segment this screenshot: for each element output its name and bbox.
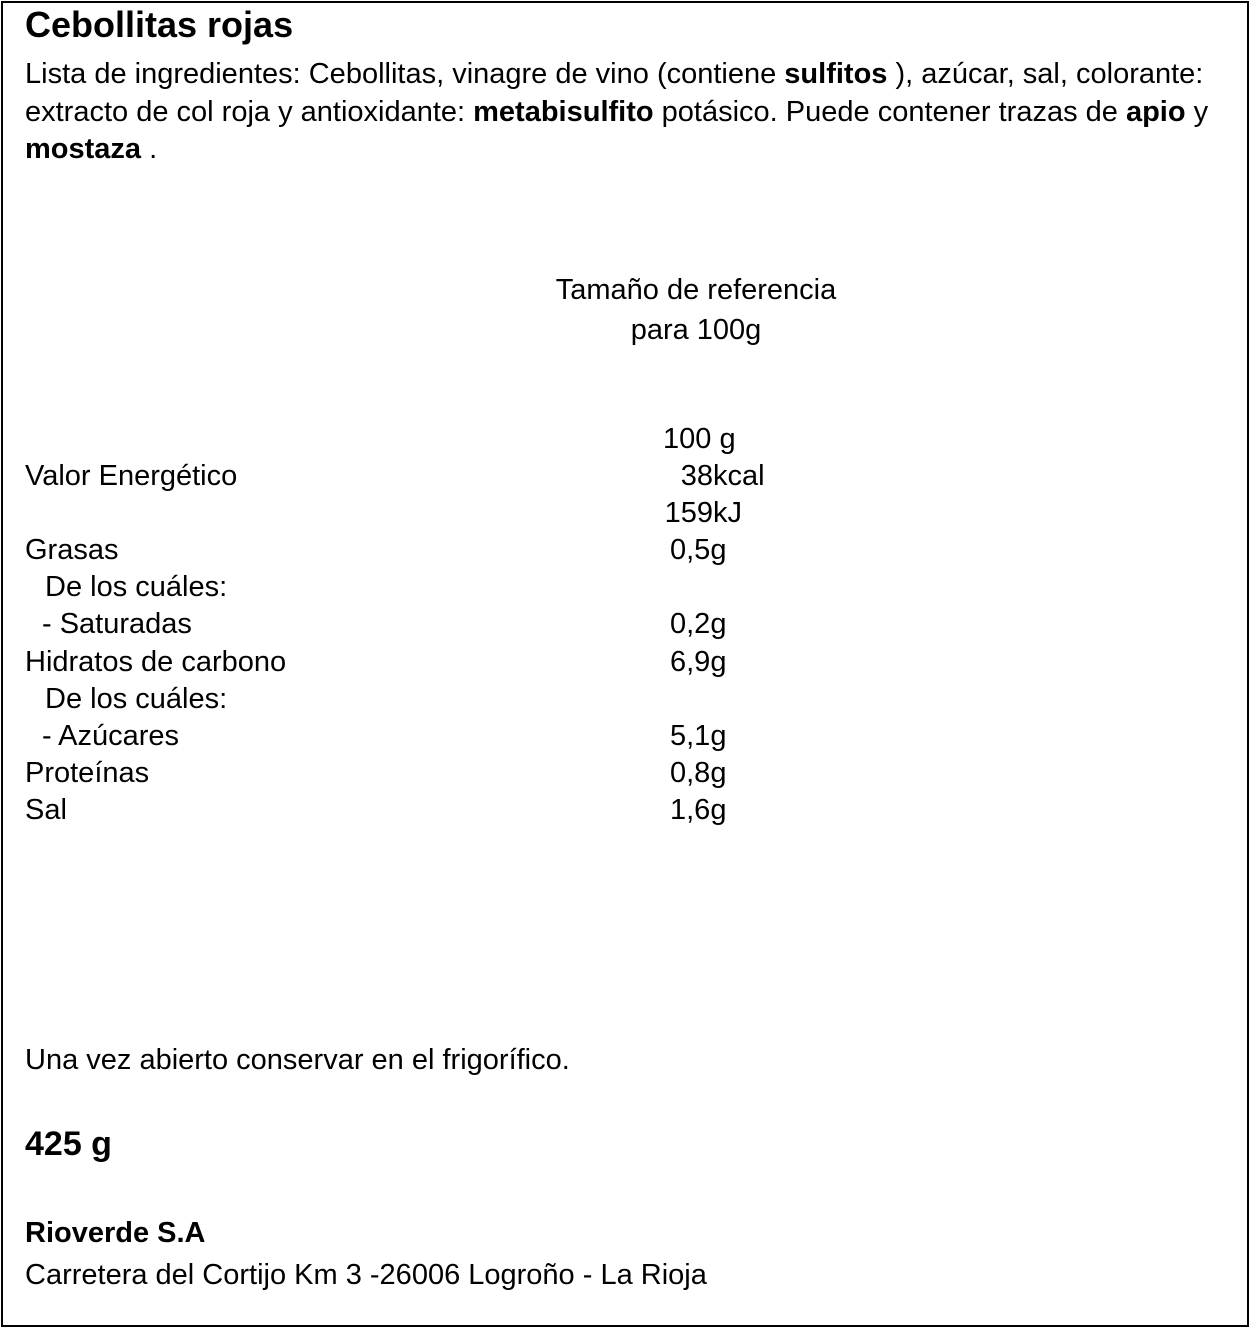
saturated-amount [670,606,726,643]
carbs-value: 6,9 [670,646,711,678]
energy-kj-unit: kJ [713,497,742,529]
sugars-value: 5,1 [670,720,711,752]
energy-kj [663,495,742,532]
ingredients-text: y [1185,95,1209,128]
allergen-highlight: apio [1125,95,1186,128]
saturated-label: - Saturadas [42,608,192,640]
protein-unit: g [710,757,727,789]
allergen-highlight: mostaza [25,133,142,165]
storage-note: Una vez abierto conservar en el frigorífico. [25,1044,570,1076]
ingredients-list [25,56,1215,169]
sugars-unit: g [710,720,727,752]
sugars-label: - Azúcares [42,720,179,752]
carbs-label: Hidratos de carbono [25,646,287,678]
allergen-highlight: metabisulfito [473,95,654,128]
protein-label: Proteínas [25,757,150,789]
fat-sub-label: De los cuáles: [45,571,228,603]
salt-label: Sal [25,794,67,826]
carbs-sub-label: De los cuáles: [45,683,228,715]
energy-kcal-value: 38 [680,460,713,492]
fat-unit: g [710,534,727,566]
nutrition-column-header: 100 g [663,423,736,455]
energy-kj-value: 159 [664,497,713,529]
salt-value: 1,6 [670,794,711,826]
fat-value: 0,5 [670,534,711,566]
protein-value: 0,8 [670,757,711,789]
salt-unit: g [710,794,727,826]
ingredients-text: . [141,133,158,165]
reference-size-line1: Tamaño de referencia [555,274,837,306]
ingredients-text: potásico. Puede contener trazas de [653,95,1126,128]
product-title: Cebollitas rojas [25,4,294,45]
sugars-amount [670,718,726,755]
saturated-value: 0,2 [670,608,711,640]
energy-kcal [663,458,765,495]
energy-kcal-unit: kcal [713,460,765,492]
allergen-highlight: sulfitos [784,58,888,90]
carbs-unit: g [710,646,727,678]
ingredients-text: Lista de ingredientes: Cebollitas, vinagre de vino (contiene [25,58,785,90]
reference-size-line2: para 100g [630,314,762,346]
energy-label: Valor Energético [25,460,238,492]
net-weight: 425 g [25,1125,112,1163]
protein-amount [670,755,726,792]
saturated-unit: g [710,608,727,640]
company-name: Rioverde S.A [25,1217,206,1249]
ingredients-text: ), azúcar, sal, colorante: extracto de col roja y antioxidante: [25,58,1204,128]
fat-label: Grasas [25,534,119,566]
fat-amount [670,532,726,569]
company-address: Carretera del Cortijo Km 3 -26006 Logroño - La Rioja [25,1259,707,1291]
carbs-amount [670,644,726,681]
salt-amount [670,792,726,829]
